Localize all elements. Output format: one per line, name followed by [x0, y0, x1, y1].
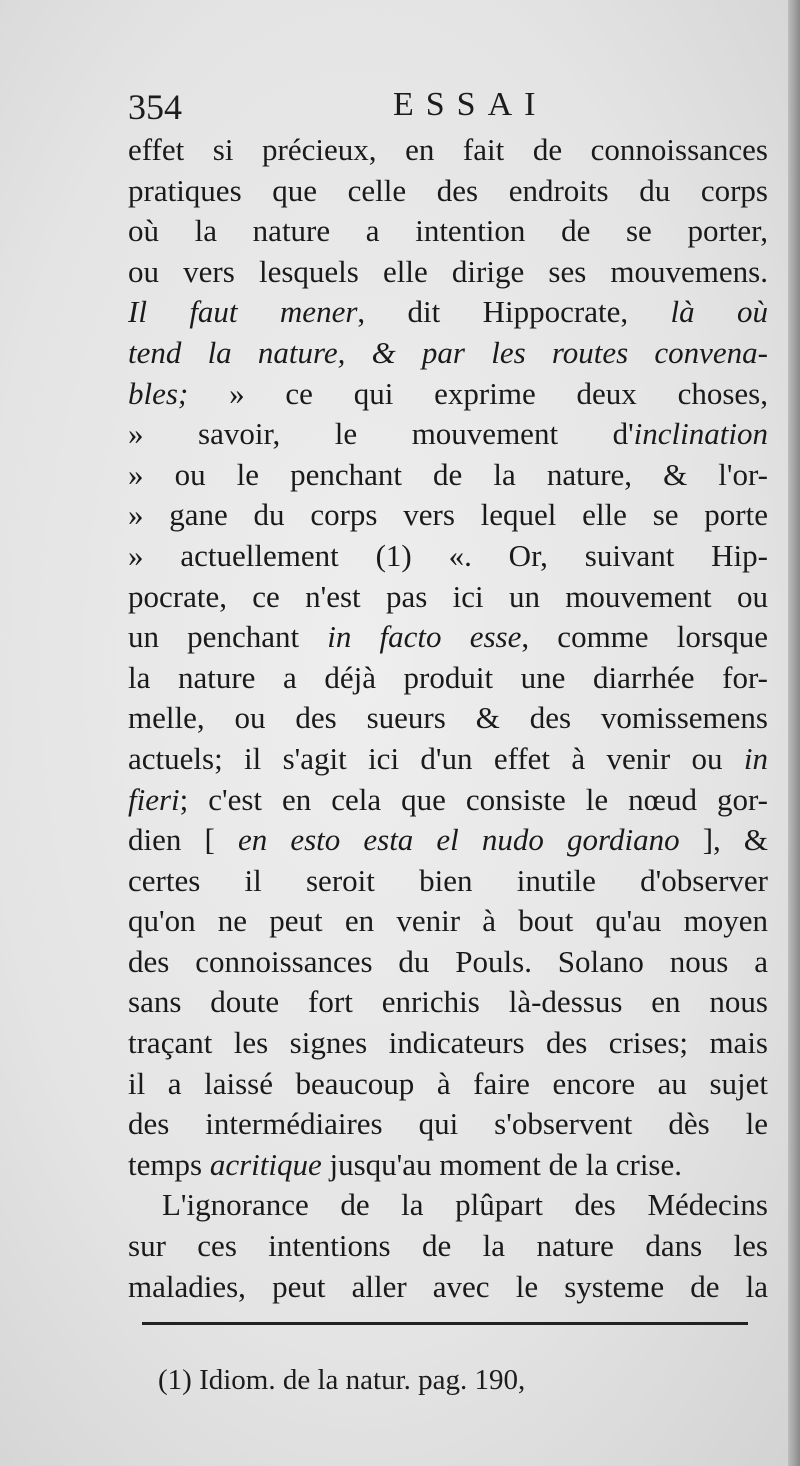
italic-quote: en esto esta el nudo gordiano [237, 822, 680, 858]
text-line [128, 617, 768, 658]
text-line [128, 820, 768, 861]
roman-text: ; c'est en cela que consiste le nœud gor- [179, 781, 768, 817]
text-line [128, 780, 768, 821]
text-line: des intermédiaires qui s'observent dès le [128, 1106, 768, 1142]
text-line: certes il seroit bien inutile d'observer [128, 862, 768, 898]
roman-text: » savoir, le mouvement d' [128, 416, 634, 452]
text-line: il a laissé beaucoup à faire encore au sujet [128, 1065, 768, 1101]
footnote-rule [142, 1322, 748, 1325]
roman-text: , comme lorsque [521, 619, 768, 655]
roman-text: jusqu'au moment de la crise. [321, 1146, 683, 1182]
text-line [128, 333, 768, 374]
text-line: » ou le penchant de la nature, & l'or- [128, 456, 768, 492]
text-line: où la nature a intention de se porter, [128, 213, 768, 249]
roman-text: » ce qui exprime deux choses, [188, 375, 768, 411]
italic-term: in [743, 740, 768, 776]
italic-term: in facto esse [327, 619, 522, 655]
text-line [128, 414, 768, 455]
text-line: » actuellement (1) «. Or, suivant Hip- [128, 537, 768, 573]
text-line: des connoissances du Pouls. Solano nous a [128, 943, 768, 979]
roman-text: actuels; il s'agit ici d'un effet à venir ou [128, 740, 744, 776]
text-line: pocrate, ce n'est pas ici un mouvement ou [128, 578, 768, 614]
text-line: maladies, peut aller avec le systeme de la [128, 1268, 768, 1304]
italic-term: fieri [128, 781, 180, 817]
text-line: effet si précieux, en fait de connoissances [128, 132, 768, 167]
italic-quote: là où [670, 294, 768, 330]
roman-text: temps [128, 1146, 210, 1182]
page-number: 354 [128, 87, 182, 127]
page-gutter-shadow [788, 0, 800, 1466]
text-line: ou vers lesquels elle dirige ses mouvemens. [128, 253, 768, 289]
text-line [128, 739, 768, 780]
italic-quote: Il faut mener [128, 294, 358, 330]
roman-text: un penchant [128, 619, 328, 655]
body-text [128, 130, 768, 1307]
roman-text: ], & [679, 822, 769, 858]
text-line: L'ignorance de la plûpart des Médecins [162, 1187, 768, 1223]
italic-quote: bles; [128, 375, 189, 411]
text-line [128, 292, 768, 333]
roman-text: , dit Hippocrate, [357, 294, 671, 330]
text-line: sans doute fort enrichis là-dessus en nous [128, 984, 768, 1020]
text-line [128, 374, 768, 415]
italic-term: inclination [633, 416, 768, 452]
text-line: » gane du corps vers lequel elle se porte [128, 497, 768, 533]
text-line: sur ces intentions de la nature dans les [128, 1228, 768, 1264]
text-line: melle, ou des sueurs & des vomissemens [128, 700, 768, 736]
italic-term: acritique [209, 1146, 322, 1182]
text-line: la nature a déjà produit une diarrhée for- [128, 659, 768, 695]
footnote: (1) Idiom. de la natur. pag. 190, [158, 1364, 526, 1396]
italic-quote: tend la nature, & par les routes convena- [128, 334, 768, 370]
text-line: pratiques que celle des endroits du corps [128, 172, 768, 208]
text-line: qu'on ne peut en venir à bout qu'au moyen [128, 903, 768, 939]
running-head [128, 86, 768, 136]
running-head-title: ESSAI [393, 86, 548, 123]
text-line [128, 1145, 768, 1186]
roman-text: dien [ [128, 822, 238, 858]
text-line: traçant les signes indicateurs des crises; mais [128, 1025, 768, 1061]
